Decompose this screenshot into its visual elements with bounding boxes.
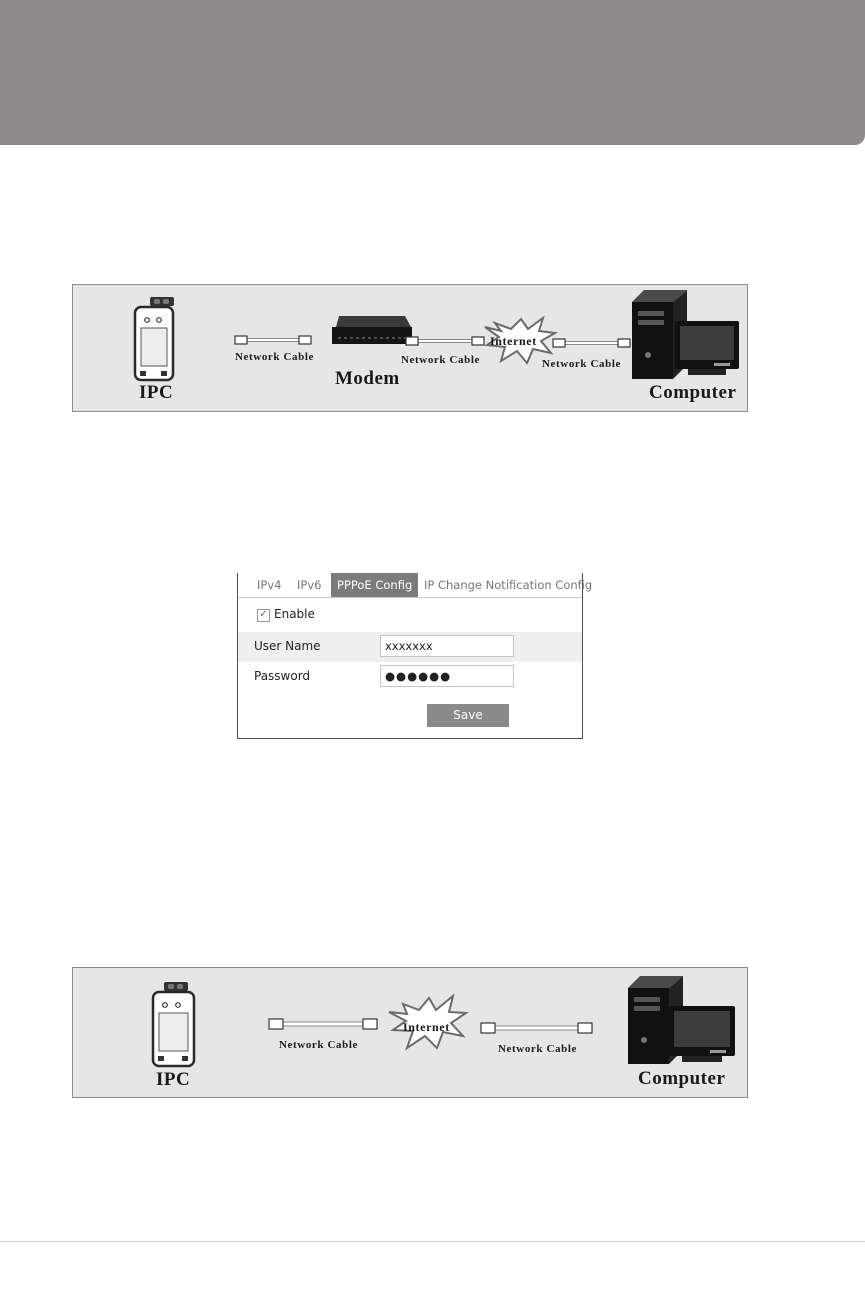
network-cable-2-icon [406,337,484,345]
network-diagram-modem [72,284,748,412]
ipc-label: IPC [156,1069,191,1090]
enable-label: Enable [274,607,315,621]
network-cable-3-icon [553,339,630,347]
tab-ipv6[interactable]: IPv6 [297,578,322,592]
ipc-device-icon [153,982,194,1066]
tab-pppoe-config[interactable]: PPPoE Config [331,573,418,597]
modem-label: Modem [335,368,400,389]
network-cable-label-3: Network Cable [542,358,621,370]
computer-label: Computer [649,382,737,403]
computer-label: Computer [638,1068,726,1089]
password-row [238,662,582,692]
username-input[interactable]: xxxxxxx [380,635,514,657]
modem-icon [332,316,412,344]
internet-label: Internet [403,1020,450,1034]
ipc-device-icon [135,297,174,380]
computer-icon [632,290,739,379]
footer-divider [0,1241,865,1242]
network-cable-label-1: Network Cable [279,1039,358,1051]
network-cable-label-2: Network Cable [401,354,480,366]
pppoe-config-panel [237,573,593,739]
username-row [238,632,582,662]
password-input[interactable]: ●●●●●● [380,665,514,687]
network-cable-1-icon [269,1019,377,1029]
header-band [0,0,865,145]
network-cable-label-1: Network Cable [235,351,314,363]
save-button[interactable]: Save [427,704,509,727]
password-label: Password [254,669,311,683]
tab-bar [238,573,593,598]
network-diagram-direct [72,967,748,1098]
internet-label: Internet [490,334,537,348]
network-cable-1-icon [235,336,311,344]
tab-ipv4[interactable]: IPv4 [257,578,282,592]
diagram-graphics [73,285,749,413]
tab-ip-change-notification[interactable]: IP Change Notification Config [424,578,593,592]
computer-icon [628,976,735,1064]
ipc-label: IPC [139,382,174,403]
enable-checkbox[interactable]: ✓ [257,609,270,622]
network-cable-label-2: Network Cable [498,1043,577,1055]
username-label: User Name [254,639,321,653]
network-cable-2-icon [481,1023,592,1033]
